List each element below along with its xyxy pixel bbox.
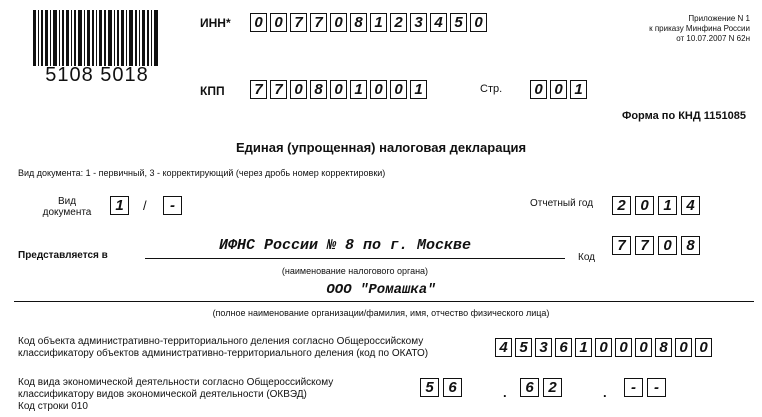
okved-digit-cell[interactable]: -	[647, 378, 666, 397]
okato-digit-cell[interactable]: 0	[615, 338, 632, 357]
form-code: Форма по КНД 1151085	[621, 110, 746, 122]
page-digit-cell[interactable]: 0	[550, 80, 567, 99]
year-digit-cell[interactable]: 4	[681, 196, 700, 215]
inn-digit-cell[interactable]: 1	[370, 13, 387, 32]
inn-digit-cell[interactable]: 0	[470, 13, 487, 32]
okved-group-3	[624, 378, 670, 397]
inn-digit-cell[interactable]: 0	[250, 13, 267, 32]
inn-digit-cell[interactable]: 5	[450, 13, 467, 32]
okato-digit-cell[interactable]: 8	[655, 338, 672, 357]
doc-type-label-line-2: документа	[42, 207, 92, 218]
kpp-digit-cell[interactable]: 0	[370, 80, 387, 99]
appendix-line-2: к приказу Минфина России	[649, 24, 750, 33]
okved-dot-2: .	[603, 385, 607, 400]
okved-digit-cell[interactable]: 6	[520, 378, 539, 397]
kpp-digit-cell[interactable]: 1	[350, 80, 367, 99]
okato-cells	[495, 338, 715, 357]
okved-digit-cell[interactable]: -	[624, 378, 643, 397]
okved-digit-cell[interactable]: 2	[543, 378, 562, 397]
okato-digit-cell[interactable]: 5	[515, 338, 532, 357]
kpp-digit-cell[interactable]: 7	[250, 80, 267, 99]
okato-digit-cell[interactable]: 0	[675, 338, 692, 357]
okato-label-line-2: классификатору объектов административно-территориального деления (код по ОКАТО)	[18, 348, 429, 359]
doc-type-label-line-1: Вид	[57, 196, 77, 207]
inn-cells	[250, 13, 490, 32]
report-year-cells	[612, 196, 704, 215]
appendix-line-1: Приложение N 1	[688, 14, 750, 23]
inn-digit-cell[interactable]: 2	[390, 13, 407, 32]
barcode-bars	[29, 10, 165, 66]
submitted-to-label: Представляется в	[18, 250, 108, 261]
doc-type-correction[interactable]: -	[163, 196, 182, 215]
row-code: Код строки 010	[18, 401, 88, 412]
inn-digit-cell[interactable]: 7	[310, 13, 327, 32]
year-digit-cell[interactable]: 2	[612, 196, 631, 215]
okato-digit-cell[interactable]: 0	[595, 338, 612, 357]
page-digit-cell[interactable]: 0	[530, 80, 547, 99]
kpp-cells	[250, 80, 430, 99]
tax-authority-caption: (наименование налогового органа)	[281, 266, 429, 276]
okato-digit-cell[interactable]: 4	[495, 338, 512, 357]
okato-digit-cell[interactable]: 3	[535, 338, 552, 357]
year-digit-cell[interactable]: 1	[658, 196, 677, 215]
tax-authority-underline	[145, 258, 565, 259]
okved-digit-cell[interactable]: 5	[420, 378, 439, 397]
kpp-digit-cell[interactable]: 0	[330, 80, 347, 99]
barcode-digits: 5108 5018	[45, 64, 149, 86]
code-digit-cell[interactable]: 8	[681, 236, 700, 255]
kpp-digit-cell[interactable]: 0	[290, 80, 307, 99]
barcode	[29, 10, 165, 86]
kpp-digit-cell[interactable]: 7	[270, 80, 287, 99]
organization-caption: (полное наименование организации/фамилия, имя, отчество физического лица)	[212, 308, 550, 318]
doc-type-separator: /	[143, 198, 147, 213]
authority-code-label: Код	[578, 252, 596, 263]
organization-underline	[14, 301, 754, 302]
code-digit-cell[interactable]: 7	[612, 236, 631, 255]
inn-digit-cell[interactable]: 0	[330, 13, 347, 32]
okato-digit-cell[interactable]: 1	[575, 338, 592, 357]
doc-type-value[interactable]: 1	[110, 196, 129, 215]
kpp-digit-cell[interactable]: 8	[310, 80, 327, 99]
page-title: Единая (упрощенная) налоговая декларация	[235, 140, 527, 155]
okved-group-2	[520, 378, 566, 397]
report-year-label: Отчетный год	[530, 198, 594, 209]
okved-group-1	[420, 378, 466, 397]
kpp-digit-cell[interactable]: 1	[410, 80, 427, 99]
inn-digit-cell[interactable]: 4	[430, 13, 447, 32]
inn-digit-cell[interactable]: 0	[270, 13, 287, 32]
okato-digit-cell[interactable]: 0	[695, 338, 712, 357]
okato-digit-cell[interactable]: 6	[555, 338, 572, 357]
page-label: Стр.	[480, 83, 503, 95]
authority-code-cells	[612, 236, 704, 255]
kpp-label: КПП	[200, 84, 225, 98]
inn-digit-cell[interactable]: 8	[350, 13, 367, 32]
okato-label-line-1: Код объекта административно-территориального деления согласно Общероссийскому	[18, 336, 424, 347]
appendix-line-3: от 10.07.2007 N 62н	[676, 34, 750, 43]
inn-digit-cell[interactable]: 3	[410, 13, 427, 32]
okved-digit-cell[interactable]: 6	[443, 378, 462, 397]
okved-dot-1: .	[503, 385, 507, 400]
organization-name[interactable]: ООО "Ромашка"	[326, 282, 436, 298]
doc-type-hint: Вид документа: 1 - первичный, 3 - корректирующий (через дробь номер корректировки)	[18, 168, 386, 178]
okato-digit-cell[interactable]: 0	[635, 338, 652, 357]
code-digit-cell[interactable]: 0	[658, 236, 677, 255]
inn-label: ИНН*	[200, 16, 231, 30]
doc-type-label	[36, 196, 98, 218]
appendix-note	[649, 14, 750, 44]
page-digit-cell[interactable]: 1	[570, 80, 587, 99]
code-digit-cell[interactable]: 7	[635, 236, 654, 255]
kpp-digit-cell[interactable]: 0	[390, 80, 407, 99]
okved-label-line-2: классификатору видов экономической деятельности (ОКВЭД)	[18, 389, 307, 400]
page-cells	[530, 80, 590, 99]
year-digit-cell[interactable]: 0	[635, 196, 654, 215]
tax-authority-name[interactable]: ИФНС России № 8 по г. Москве	[218, 237, 472, 254]
okved-label	[18, 377, 333, 413]
okved-label-line-1: Код вида экономической деятельности согласно Общероссийскому	[18, 377, 334, 388]
inn-digit-cell[interactable]: 7	[290, 13, 307, 32]
okato-label	[18, 336, 428, 360]
